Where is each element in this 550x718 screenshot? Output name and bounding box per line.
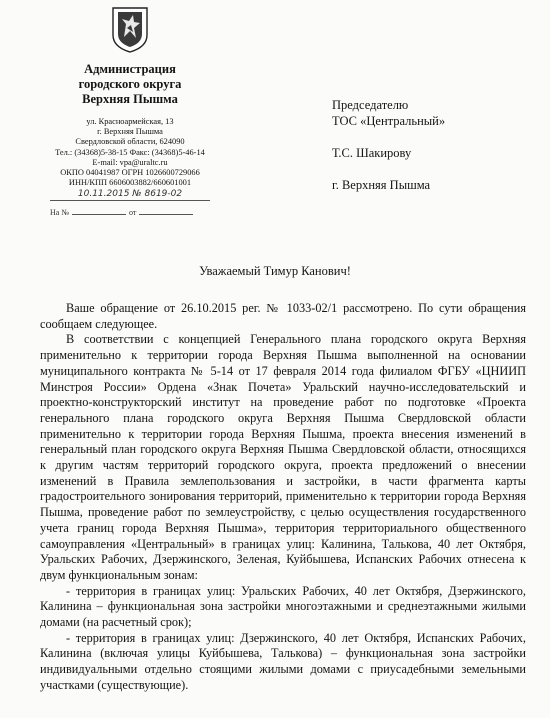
reply-reference bbox=[50, 206, 220, 217]
org-line-2: городского округа bbox=[78, 77, 182, 91]
organization-contacts bbox=[14, 117, 246, 188]
reply-number-blank bbox=[72, 206, 126, 215]
reply-ot-label: от bbox=[128, 208, 137, 217]
letter-body bbox=[40, 301, 526, 694]
recipient-title-1: Председателю bbox=[332, 98, 409, 112]
org-street: ул. Красноармейская, 13 bbox=[86, 117, 174, 126]
coat-of-arms-icon bbox=[112, 7, 148, 53]
org-line-3: Верхняя Пышма bbox=[82, 92, 178, 106]
greeting: Уважаемый Тимур Канович! bbox=[199, 264, 351, 278]
recipient-block bbox=[332, 97, 445, 193]
paragraph: - территория в границах улиц: Уральских Рабочих, 40 лет Октября, Дзержинского, Калинина – функциональная зона застройки многоэтажными и среднеэтажными жилыми домами (на расчетный срок); bbox=[40, 583, 526, 630]
reply-date-blank bbox=[139, 206, 193, 215]
recipient-name: Т.С. Шакирову bbox=[332, 146, 412, 160]
org-phone: Тел.: (34368)5-38-15 Факс: (34368)5-46-14 bbox=[55, 147, 205, 157]
org-city: г. Верхняя Пышма bbox=[97, 127, 163, 137]
org-email: E-mail: vpa@uraltc.ru bbox=[92, 157, 168, 167]
recipient-title-2: ТОС «Центральный» bbox=[332, 114, 446, 128]
org-inn: ИНН/КПП 6606003882/660601001 bbox=[68, 178, 192, 188]
registration-number-handwritten: 10.11.2015 № 8619-02 bbox=[50, 189, 210, 201]
reply-na-label: На № bbox=[50, 208, 69, 217]
organization-title bbox=[40, 62, 220, 107]
org-okpo: ОКПО 04041987 ОГРН 1026600729066 bbox=[60, 168, 200, 178]
paragraph: Ваше обращение от 26.10.2015 рег. № 1033-02/1 рассмотрено. По сути обращения сообщаем следующее. bbox=[40, 301, 526, 331]
paragraph: В соответствии с концепцией Генерального плана городского округа Верхняя применительно к территории города Верхняя Пышма выполненной на основании муниципального контракта № 5-14 от 17 февраля 2014 года филиалом ФГБУ «ЦНИИП Минстроя России» Ордена «Знак Почета» Уральский научно-исследовательский и проектно-конструкторский институт на проведение работ по подготовке «Проекта генерального плана городского округа Верхняя Пышма Свердловской области применительно к территории города Верхняя Пышма, проекта внесения изменений в генеральный план городского округа Верхняя Пышма Свердловской области, относящихся к другим частям территорий городского округа, проекта предложений о внесении изменений в Правила землепользования и застройки, в части фрагмента карты градостроительного зонирования территорий, применительно к территории города Верхняя Пышма, проведение работ по землеустройству, с целью осуществления государственного учета границ города Верхняя Пышма», территория территориального общественного самоуправления «Центральный» в границах улиц: Калинина, Талькова, 40 лет Октября, Уральских Рабочих, Дзержинского, Зеленая, Куйбышева, Испанских Рабочих отнесена к двум функциональным зонам: bbox=[40, 332, 526, 582]
org-region: Свердловской области, 624090 bbox=[75, 137, 185, 147]
org-line-1: Администрация bbox=[84, 62, 176, 76]
paragraph: - территория в границах улиц: Дзержинского, 40 лет Октября, Испанских Рабочих, Калинина (включая улицы Куйбышева, Талькова) – функциональная зона застройки индивидуальными отдельно стоящими жилыми домами с приусадебными земельными участками (существующие). bbox=[40, 630, 526, 692]
recipient-city: г. Верхняя Пышма bbox=[332, 178, 431, 192]
